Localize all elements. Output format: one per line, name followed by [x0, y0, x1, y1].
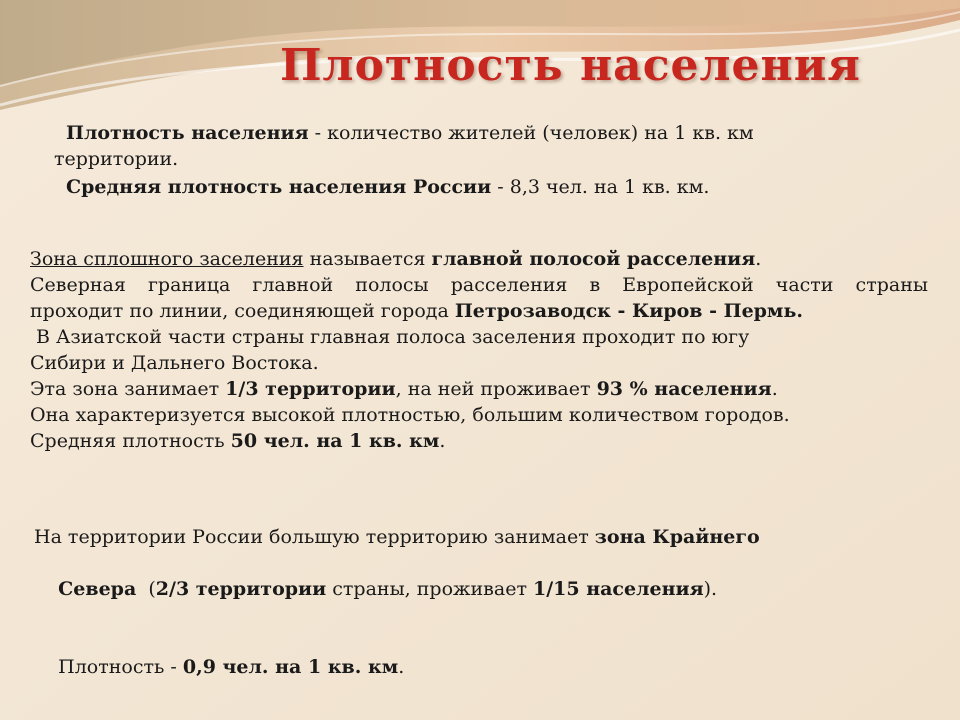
- north-zone-line-1-a: На территории России большую территорию занимает: [34, 526, 595, 548]
- main-zone-term: Зона сплошного заселения: [30, 248, 304, 270]
- north-zone-line-1: [34, 524, 894, 550]
- main-zone-line-8-c: .: [439, 430, 446, 452]
- main-zone-density: 50 чел. на 1 кв. км: [230, 430, 440, 452]
- average-density-line: [40, 174, 860, 200]
- north-zone-line-2: [34, 550, 894, 628]
- main-zone-bold: главной полосой расселения: [431, 248, 756, 270]
- definition-block: [40, 120, 860, 200]
- average-density-value: 8,3 чел. на 1 кв. км.: [509, 176, 710, 198]
- main-zone-line-6-c: , на ней проживает: [395, 378, 597, 400]
- main-zone-line-3-text: проходит по линии, соединяющей города: [30, 300, 455, 322]
- definition-term: Плотность населения: [66, 122, 309, 144]
- north-zone-line-2-d: страны, проживает: [326, 578, 533, 600]
- main-zone-end: .: [755, 248, 762, 270]
- definition-line-2: [40, 146, 860, 172]
- main-zone-line-8-a: Средняя плотность: [30, 430, 231, 452]
- main-zone-line-7: Она характеризуется высокой плотностью, большим количеством городов.: [30, 404, 790, 426]
- north-density: 0,9 чел. на 1 кв. км: [182, 656, 399, 678]
- north-zone-line-2-b: (: [136, 578, 156, 600]
- north-zone-block: [34, 524, 894, 706]
- population-share: 93 % населения: [596, 378, 772, 400]
- territory-share: 1/3 территории: [225, 378, 396, 400]
- average-density-term: Средняя плотность населения России: [66, 176, 492, 198]
- north-population-share: 1/15 населения: [533, 578, 704, 600]
- main-zone-block: [30, 246, 928, 454]
- main-zone-line-4: В Азиатской части страны главная полоса заселения проходит по югу: [30, 326, 750, 348]
- cities-list: Петрозаводск - Киров - Пермь.: [454, 300, 803, 322]
- definition-separator: -: [308, 122, 328, 144]
- main-zone-line-6: [30, 376, 928, 402]
- definition-text: количество жителей (человек) на 1 кв. км: [327, 122, 754, 144]
- north-zone-line-3-c: .: [398, 656, 405, 678]
- main-zone-line-8: [30, 428, 928, 454]
- main-zone-line-1: [30, 246, 928, 272]
- main-zone-line-6-e: .: [771, 378, 778, 400]
- main-zone-line-2: Северная граница главной полосы расселения в Европейской части страны: [30, 274, 928, 296]
- average-density-separator: -: [491, 176, 510, 198]
- definition-text-cont: территории.: [54, 148, 179, 170]
- north-zone-line-3: [34, 628, 894, 706]
- page-title: Плотность населения: [280, 40, 861, 91]
- main-zone-line-3: [30, 298, 928, 324]
- main-zone-line-6-a: Эта зона занимает: [30, 378, 226, 400]
- north-zone-term: зона Крайнего: [594, 526, 760, 548]
- main-zone-text: называется: [303, 248, 432, 270]
- definition-line: [40, 120, 860, 146]
- north-zone-line-2-f: ).: [703, 578, 718, 600]
- north-zone-line-3-a: Плотность -: [58, 656, 183, 678]
- north-territory-share: 2/3 территории: [155, 578, 327, 600]
- main-zone-line-5: Сибири и Дальнего Востока.: [30, 352, 319, 374]
- north-zone-term-cont: Севера: [58, 578, 137, 600]
